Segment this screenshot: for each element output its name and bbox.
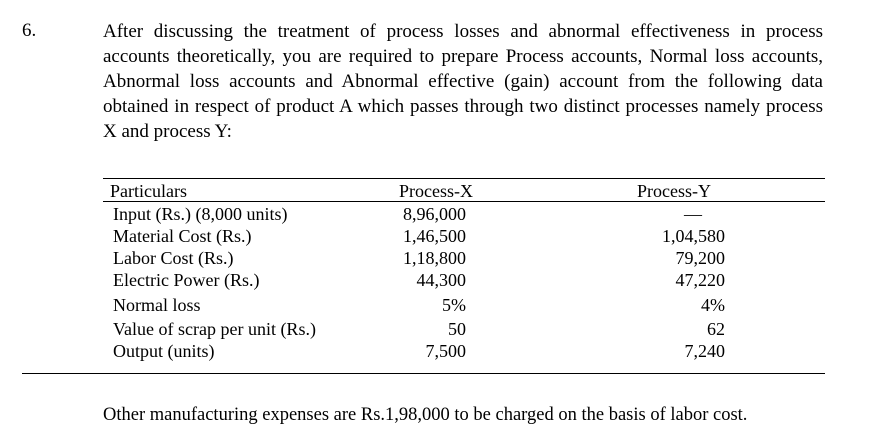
row-process-x: 44,300 <box>416 270 466 290</box>
header-process-y: Process-Y <box>637 181 711 201</box>
footer-note: Other manufacturing expenses are Rs.1,98,000 to be charged on the basis of labor cost. <box>103 405 748 425</box>
row-process-x: 50 <box>448 319 466 339</box>
header-process-x: Process-X <box>399 181 473 201</box>
row-process-x: 1,46,500 <box>403 226 466 246</box>
row-process-y: 4% <box>701 295 725 315</box>
row-particular: Labor Cost (Rs.) <box>113 248 234 268</box>
table-top-rule <box>103 178 825 179</box>
row-process-y: 62 <box>707 319 725 339</box>
row-process-y: — <box>684 204 702 224</box>
header-particulars: Particulars <box>110 181 187 201</box>
row-process-y: 47,220 <box>675 270 725 290</box>
row-process-x: 1,18,800 <box>403 248 466 268</box>
row-process-y: 7,240 <box>684 341 725 361</box>
question-text: After discussing the treatment of process losses and abnormal effectiveness in process accounts theoretically, you are required to prepare Process accounts, Normal loss accounts, Abnormal loss accounts and Abnormal effective (gain) account from the following data obtained in respect of product A which passes through two distinct processes namely process X and process Y: <box>103 21 823 142</box>
row-particular: Value of scrap per unit (Rs.) <box>113 319 316 339</box>
question-number: 6. <box>22 20 37 41</box>
row-process-x: 7,500 <box>425 341 466 361</box>
row-particular: Output (units) <box>113 341 215 361</box>
row-process-y: 79,200 <box>675 248 725 268</box>
row-particular: Material Cost (Rs.) <box>113 226 252 246</box>
row-process-y: 1,04,580 <box>662 226 725 246</box>
row-process-x: 5% <box>442 295 466 315</box>
row-particular: Normal loss <box>113 295 201 315</box>
row-process-x: 8,96,000 <box>403 204 466 224</box>
table-bottom-rule <box>22 373 825 374</box>
row-particular: Electric Power (Rs.) <box>113 270 260 290</box>
row-particular: Input (Rs.) (8,000 units) <box>113 204 288 224</box>
